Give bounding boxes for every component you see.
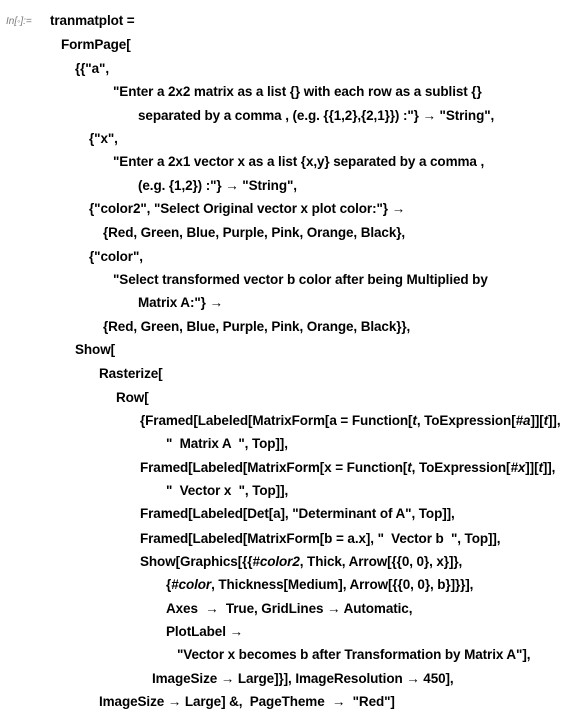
code-token: ]][ — [530, 413, 544, 428]
code-token: { — [166, 577, 172, 592]
code-line — [113, 83, 482, 100]
label-glyph: ◦ — [17, 16, 21, 26]
code-slot-token: t — [407, 460, 412, 475]
code-line — [75, 341, 115, 358]
code-token: , ToExpression[ — [416, 413, 516, 428]
code-token: {{"a", — [75, 61, 109, 76]
code-token: Axes → True, GridLines → Automatic, — [166, 601, 413, 616]
code-line — [166, 600, 412, 617]
code-line — [99, 693, 395, 710]
code-line — [166, 482, 288, 499]
code-line — [113, 271, 488, 288]
code-line — [116, 389, 149, 406]
code-token: " Vector x ", Top]], — [166, 483, 289, 498]
code-line — [103, 318, 410, 335]
code-token: Framed[Labeled[MatrixForm[b = a.x], " Vector b ", Top]], — [140, 531, 501, 546]
code-line — [166, 576, 473, 593]
code-line — [140, 553, 462, 570]
code-token: , Thick, Arrow[{{0, 0}, x}]}, — [299, 554, 463, 569]
code-line — [99, 365, 163, 382]
code-token: {Red, Green, Blue, Purple, Pink, Orange, Black}}, — [103, 319, 411, 334]
code-line — [166, 435, 288, 452]
code-token: {"color2", "Select Original vector x plot color:"} → — [89, 201, 405, 216]
code-token: {Framed[Labeled[MatrixForm[a = Function[ — [140, 413, 413, 428]
code-token: " Matrix A ", Top]], — [166, 436, 288, 451]
code-token: {Red, Green, Blue, Purple, Pink, Orange, Black}, — [103, 225, 406, 240]
code-slot-token: #x — [510, 460, 526, 475]
code-token: ]], — [542, 460, 556, 475]
code-token: "Enter a 2x2 matrix as a list {} with each row as a sublist {} — [113, 84, 482, 99]
code-token: "Select transformed vector b color after being Multiplied by — [113, 272, 488, 287]
code-line — [89, 130, 118, 147]
code-line — [152, 670, 454, 687]
code-slot-token: #color — [171, 577, 212, 592]
code-line — [140, 505, 455, 522]
input-cell-label — [6, 16, 32, 27]
code-line — [61, 36, 131, 53]
code-token: Show[ — [75, 342, 115, 357]
code-token: PlotLabel → — [166, 624, 243, 639]
code-slot-token: #a — [515, 413, 531, 428]
code-token: Framed[Labeled[MatrixForm[x = Function[ — [140, 460, 408, 475]
code-token: Row[ — [116, 390, 149, 405]
code-token: Matrix A:"} → — [138, 295, 223, 310]
code-line — [113, 153, 484, 170]
code-line — [89, 200, 405, 217]
code-token: ]][ — [525, 460, 539, 475]
code-line — [177, 646, 530, 663]
code-token: {"x", — [89, 131, 118, 146]
code-line — [140, 412, 560, 429]
code-line — [138, 177, 297, 194]
code-line — [89, 248, 143, 265]
code-token: Show[Graphics[{{ — [140, 554, 253, 569]
code-line — [140, 530, 500, 547]
code-token: (e.g. {1,2}) :"} → "String", — [138, 178, 297, 193]
code-token: Framed[Labeled[Det[a], "Determinant of A", Top]], — [140, 506, 455, 521]
code-line — [138, 294, 223, 311]
code-line — [140, 459, 555, 476]
code-slot-token: t — [538, 460, 543, 475]
code-token: "Enter a 2x1 vector x as a list {x,y} separated by a comma , — [113, 154, 485, 169]
code-line — [138, 107, 494, 124]
code-line — [166, 623, 243, 640]
code-token: "Vector x becomes b after Transformation by Matrix A"], — [177, 647, 531, 662]
code-token: , Thickness[Medium], Arrow[{{0, 0}, b}]}}], — [211, 577, 474, 592]
code-token: , ToExpression[ — [411, 460, 511, 475]
code-line — [103, 224, 405, 241]
code-token: {"color", — [89, 249, 143, 264]
code-token: FormPage[ — [61, 37, 131, 52]
code-slot-token: t — [543, 413, 549, 428]
code-token: separated by a comma , (e.g. {{1,2},{2,1}}) :"} → "String", — [138, 108, 495, 123]
code-token: tranmatplot = — [50, 13, 135, 28]
code-line — [75, 60, 109, 77]
code-token: ImageSize → Large] &, PageTheme → "Red"] — [99, 694, 395, 709]
label-prefix: In[ — [6, 16, 18, 27]
label-suffix: ]:= — [20, 16, 32, 27]
code-token: ImageSize → Large]}], ImageResolution → 450], — [152, 671, 454, 686]
code-token: ]], — [548, 413, 561, 428]
code-slot-token: #color2 — [252, 554, 300, 569]
code-token: Rasterize[ — [99, 366, 163, 381]
code-slot-token: t — [412, 413, 417, 428]
code-line — [50, 12, 135, 29]
